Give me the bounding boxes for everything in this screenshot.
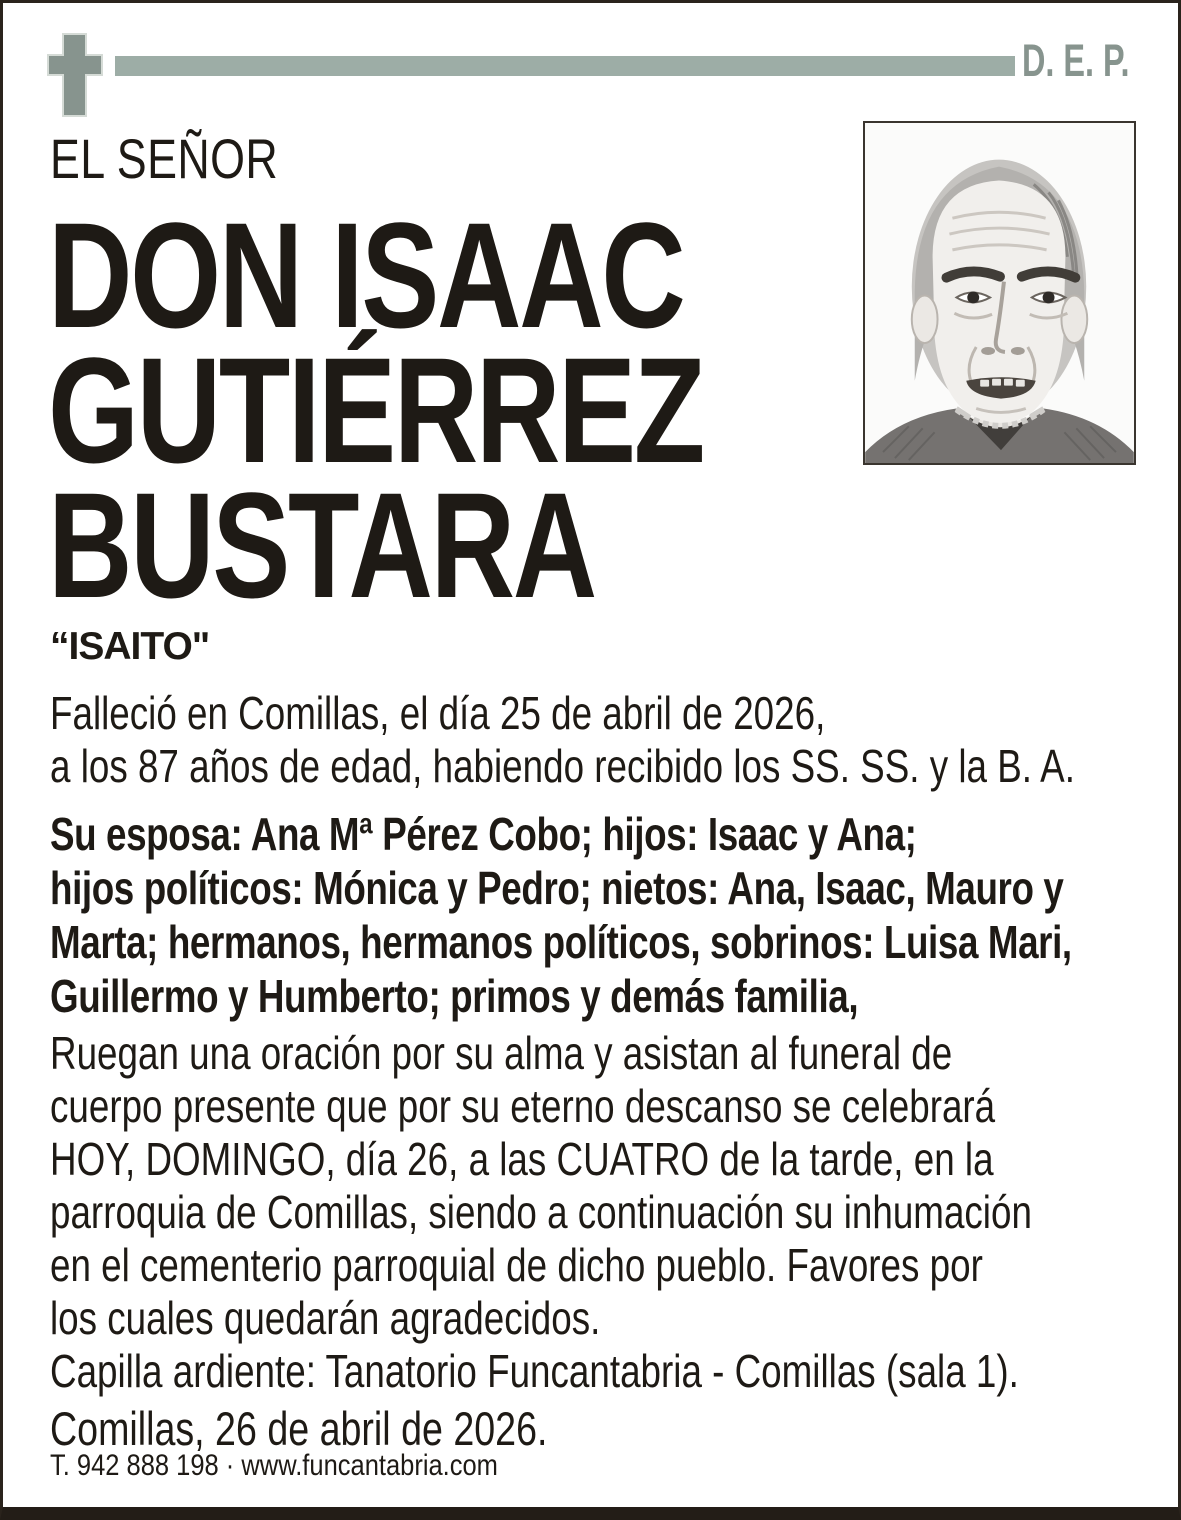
dateline: Comillas, 26 de abril de 2026.	[50, 1402, 548, 1455]
funeral-line: HOY, DOMINGO, día 26, a las CUATRO de la tarde, en la	[50, 1133, 994, 1185]
family-list	[50, 807, 1180, 1023]
family-line: Su esposa: Ana Mª Pérez Cobo; hijos: Isaac y Ana;	[50, 808, 917, 860]
funeral-notice	[50, 1027, 1180, 1398]
name-line-2: GUTIÉRREZ	[48, 326, 703, 494]
funeral-line: cuerpo presente que por su eterno descanso se celebrará	[50, 1080, 996, 1132]
death-line: a los 87 años de edad, habiendo recibido los SS. SS. y la B. A.	[50, 740, 1075, 792]
death-line: Falleció en Comillas, el día 25 de abril de 2026,	[50, 687, 826, 739]
funeral-line: Capilla ardiente: Tanatorio Funcantabria - Comillas (sala 1).	[50, 1345, 1019, 1397]
deceased-name	[48, 191, 1179, 629]
death-notice	[50, 687, 1180, 793]
name-line-1: DON ISAAC	[48, 191, 684, 359]
family-line: hijos políticos: Mónica y Pedro; nietos: Ana, Isaac, Mauro y	[50, 862, 1064, 914]
funeral-line: parroquia de Comillas, siendo a continuación su inhumación	[50, 1186, 1032, 1238]
family-line: Guillermo y Humberto; primos y demás familia,	[50, 970, 859, 1022]
family-line: Marta; hermanos, hermanos políticos, sobrinos: Luisa Mari,	[50, 916, 1072, 968]
dep-label: D. E. P.	[1022, 35, 1130, 86]
header-rule-bar	[115, 56, 1015, 76]
funeral-line: Ruegan una oración por su alma y asistan al funeral de	[50, 1027, 953, 1079]
funeral-line: en el cementerio parroquial de dicho pueblo. Favores por	[50, 1239, 983, 1291]
name-line-3: BUSTARA	[48, 461, 595, 629]
funeral-line: los cuales quedarán agradecidos.	[50, 1292, 601, 1344]
pretitle: EL SEÑOR	[50, 127, 279, 190]
funeral-home-contact: T. 942 888 198 · www.funcantabria.com	[50, 1449, 498, 1482]
nickname: “ISAITO"	[50, 625, 210, 668]
latin-cross-icon	[47, 33, 103, 122]
